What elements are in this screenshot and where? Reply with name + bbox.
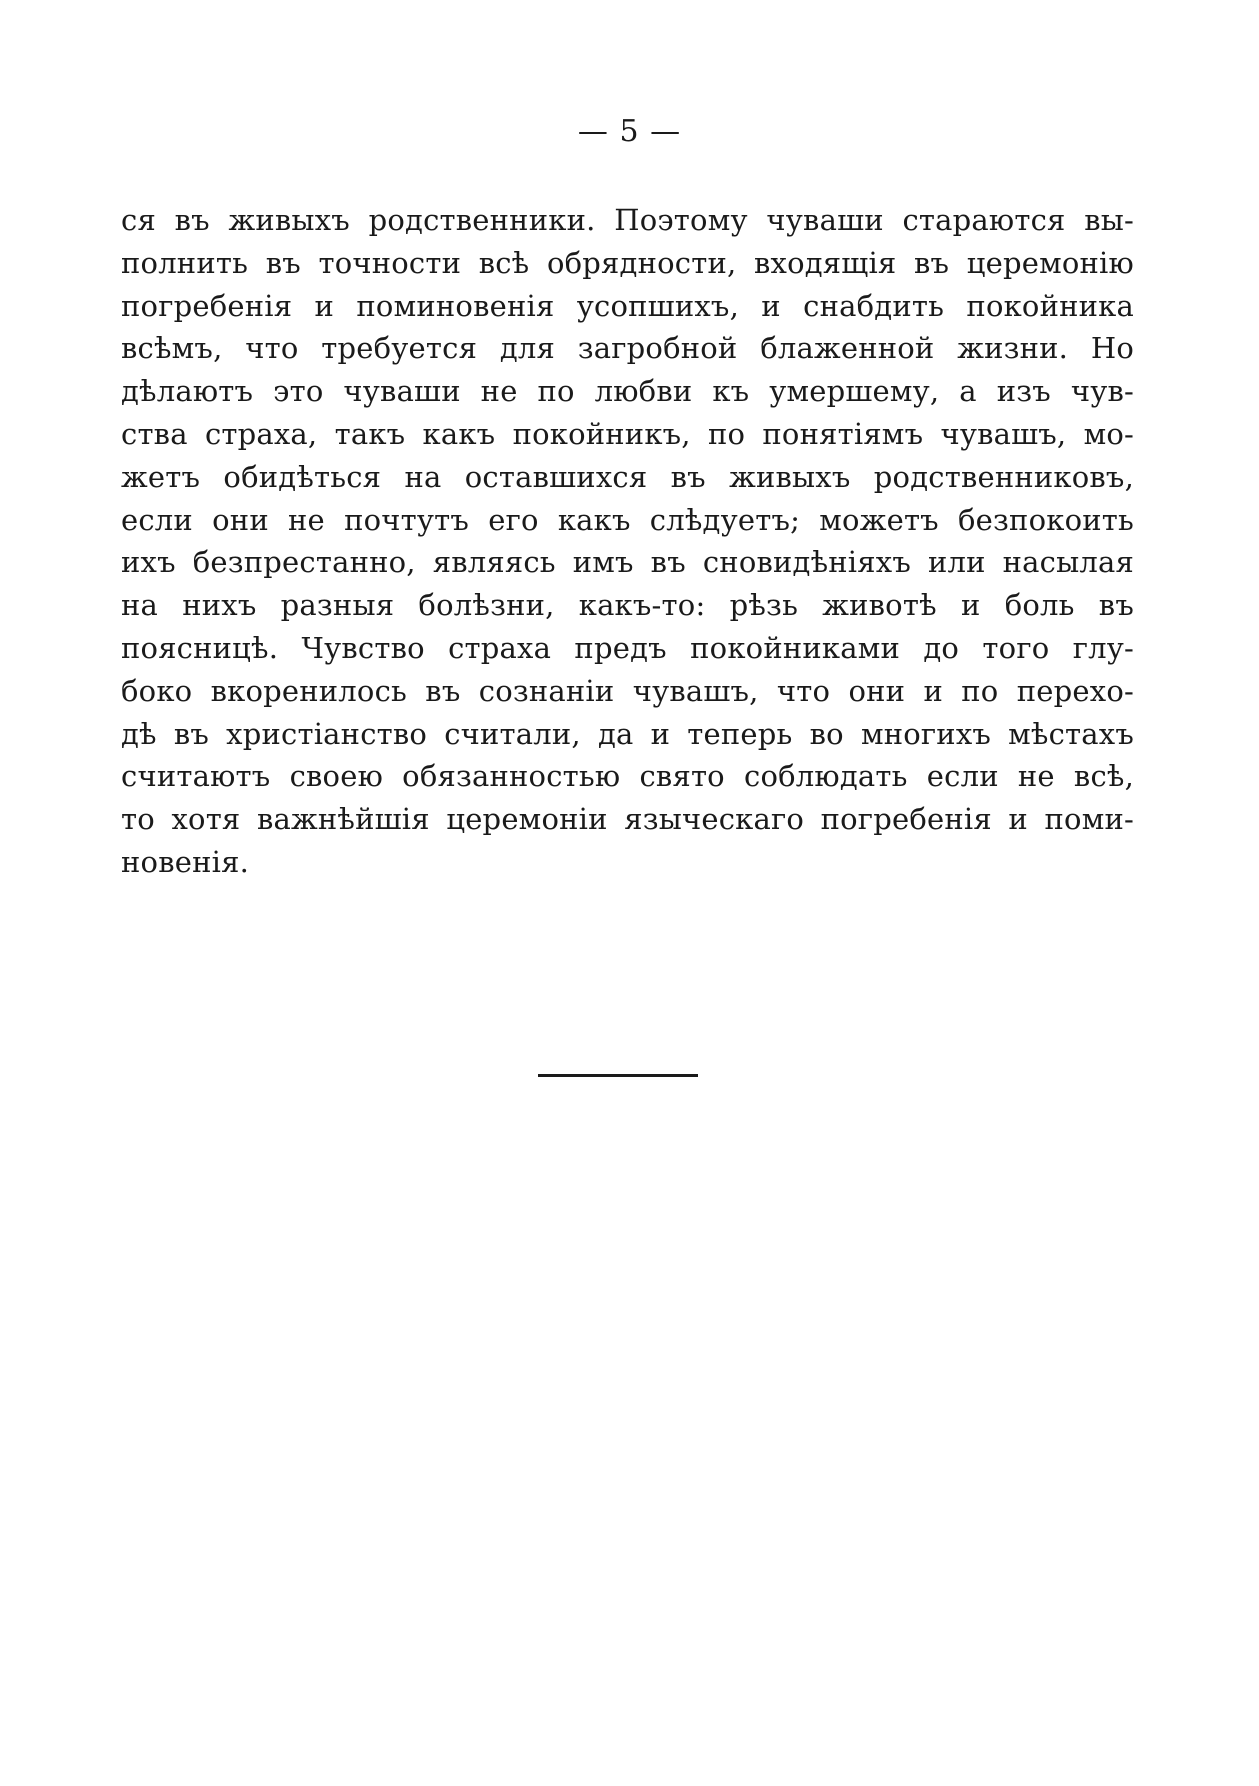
text-line: жетъ обидѣться на оставшихся въ живыхъ родственниковъ, [121,459,1134,494]
text-line: ства страха, такъ какъ покойникъ, по понятіямъ чувашъ, мо- [121,416,1134,451]
body-paragraph [121,199,1134,884]
text-line: то хотя важнѣйшія церемоніи языческаго погребенія и поми- [121,802,1134,837]
text-line: поясницѣ. Чувство страха предъ покойниками до того глу- [121,630,1134,665]
text-line: всѣмъ, что требуется для загробной блаженной жизни. Но [121,331,1134,366]
section-divider [538,1074,698,1077]
text-line: дѣлаютъ это чуваши не по любви къ умершему, а изъ чув- [121,374,1134,409]
text-line-last: новенія. [121,844,249,879]
text-line: ся въ живыхъ родственники. Поэтому чуваши стараются вы- [121,203,1134,237]
text-line: считаютъ своею обязанностью свято соблюдать если не всѣ, [121,759,1134,794]
text-line: полнить въ точности всѣ обрядности, входящія въ церемонію [121,245,1134,280]
text-line: дѣ въ христіанство считали, да и теперь во многихъ мѣстахъ [121,716,1134,751]
text-line: ихъ безпрестанно, являясь имъ въ сновидѣніяхъ или насылая [121,545,1134,580]
page-number: — 5 — [577,114,682,149]
text-line: боко вкоренилось въ сознаніи чувашъ, что они и по перехо- [121,673,1134,708]
text-line: если они не почтутъ его какъ слѣдуетъ; можетъ безпокоить [121,502,1134,537]
text-line: погребенія и поминовенія усопшихъ, и снабдить покойника [121,288,1134,323]
text-line: на нихъ разныя болѣзни, какъ-то: рѣзь животѣ и боль въ [121,588,1134,623]
